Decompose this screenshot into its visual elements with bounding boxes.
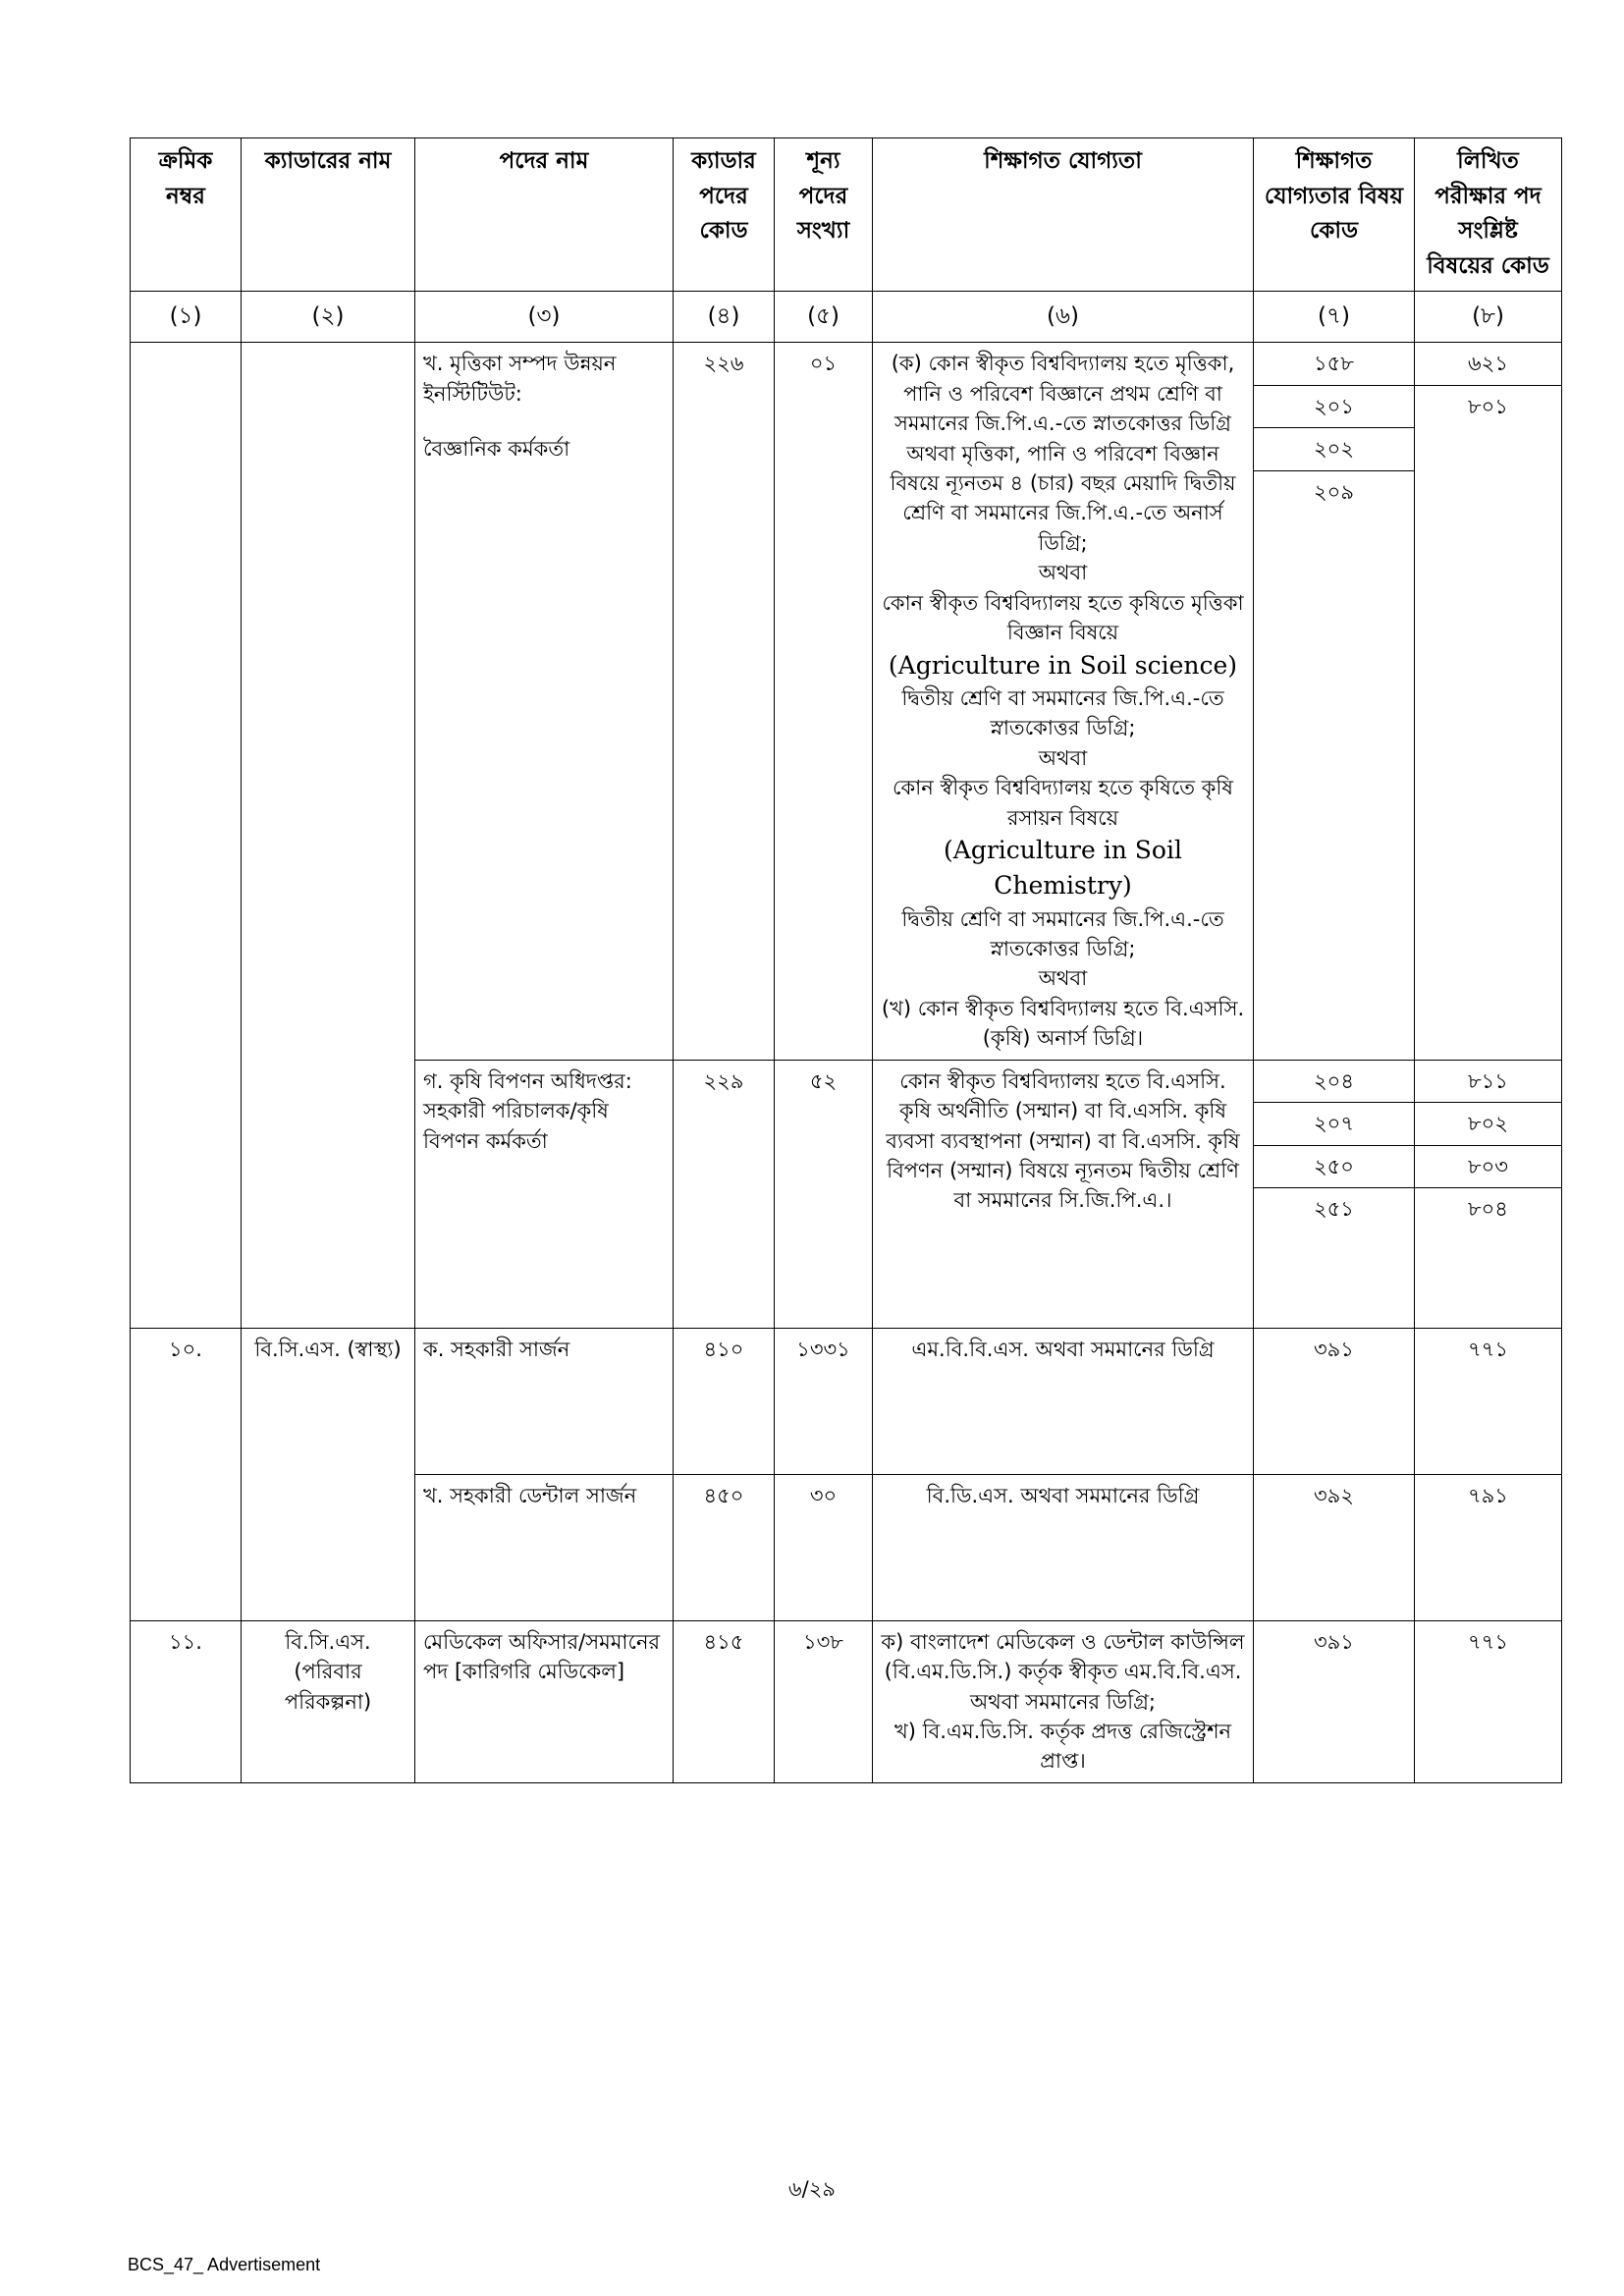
exam-code: ৮০১ <box>1468 394 1508 418</box>
subject-code-cell: ৩৯১ <box>1254 1328 1415 1474</box>
exam-code-cell <box>1415 343 1562 1061</box>
exam-code-cell: ৭৭১ <box>1415 1620 1562 1782</box>
document-footer: BCS_47_ Advertisement <box>128 2255 321 2274</box>
post-title: সহকারী পরিচালক/কৃষি বিপণন কর্মকর্তা <box>423 1099 609 1153</box>
exam-code: ৮০৪ <box>1468 1197 1508 1222</box>
post-organization: গ. কৃষি বিপণন অধিদপ্তর: <box>423 1068 632 1093</box>
qualification-text: কোন স্বীকৃত বিশ্ববিদ্যালয় হতে কৃষিতে মৃত্তিকা বিজ্ঞান বিষয়ে <box>882 590 1244 645</box>
column-number: (৭) <box>1254 291 1415 343</box>
subject-code-cell <box>1254 343 1415 1061</box>
header-exam-code: লিখিত পরীক্ষার পদ সংশ্লিষ্ট বিষয়ের কোড <box>1415 138 1562 292</box>
qualification-text: খ) বি.এম.ডি.সি. কর্তৃক প্রদত্ত রেজিস্ট্রেশন প্রাপ্ত। <box>893 1720 1232 1774</box>
subject-code: ২০১ <box>1254 386 1414 428</box>
header-row <box>131 138 1562 292</box>
header-serial: ক্রমিক নম্বর <box>131 138 242 292</box>
table-row <box>131 343 1562 1061</box>
or-text: অথবা <box>1038 561 1088 585</box>
exam-code-cell: ৭৭১ <box>1415 1328 1562 1474</box>
column-number: (৩) <box>415 291 674 343</box>
vacancy-cell: ৩০ <box>775 1474 873 1620</box>
cadre-code-cell: ২২৬ <box>674 343 775 1061</box>
column-number: (৪) <box>674 291 775 343</box>
subject-code-cell: ৩৯২ <box>1254 1474 1415 1620</box>
qualification-cell <box>873 343 1254 1061</box>
header-post-name: পদের নাম <box>415 138 674 292</box>
exam-code: ৮০৩ <box>1415 1146 1561 1188</box>
subject-code-cell: ৩৯১ <box>1254 1620 1415 1782</box>
serial-cell: ১১. <box>131 1620 242 1782</box>
exam-code-cell: ৭৯১ <box>1415 1474 1562 1620</box>
column-number-row <box>131 291 1562 343</box>
post-name-cell <box>415 1060 674 1328</box>
cadre-code-cell: ২২৯ <box>674 1060 775 1328</box>
qualification-cell: কোন স্বীকৃত বিশ্ববিদ্যালয় হতে বি.এসসি. কৃষি অর্থনীতি (সম্মান) বা বি.এসসি. কৃষি ব্যবসা ব্যবস্থাপনা (সম্মান) বা বি.এসসি. কৃষি বিপণন (সম্মান) বিষয়ে ন্যূনতম দ্বিতীয় শ্রেণি বা সমমানের সি.জি.পি.এ.। <box>873 1060 1254 1328</box>
column-number: (১) <box>131 291 242 343</box>
cadre-code-cell: ৪৫০ <box>674 1474 775 1620</box>
exam-code-cell <box>1415 1060 1562 1328</box>
qualification-cell: বি.ডি.এস. অথবা সমমানের ডিগ্রি <box>873 1474 1254 1620</box>
vacancy-cell: ১৩৩১ <box>775 1328 873 1474</box>
qualification-text: দ্বিতীয় শ্রেণি বা সমমানের জি.পি.এ.-তে স্নাতকোত্তর ডিগ্রি; <box>901 685 1224 740</box>
table-row <box>131 1328 1562 1474</box>
vacancy-cell: ১৩৮ <box>775 1620 873 1782</box>
page-number: ৬/২৯ <box>787 2177 836 2201</box>
post-organization: খ. মৃত্তিকা সম্পদ উন্নয়ন ইনস্টিটিউট: <box>423 352 617 406</box>
qualification-text: ক) বাংলাদেশ মেডিকেল ও ডেন্টাল কাউন্সিল (বি.এম.ডি.সি.) কর্তৃক স্বীকৃত এম.বি.বি.এস. অথবা সমমানের ডিগ্রি; <box>881 1629 1245 1714</box>
header-subject-code: শিক্ষাগত যোগ্যতার বিষয় কোড <box>1254 138 1415 292</box>
table-row <box>131 1620 1562 1782</box>
post-name-cell: ক. সহকারী সার্জন <box>415 1328 674 1474</box>
or-text: অথবা <box>1038 745 1088 770</box>
column-number: (৫) <box>775 291 873 343</box>
subject-code: ১৫৮ <box>1254 343 1414 385</box>
qualification-cell: এম.বি.বি.এস. অথবা সমমানের ডিগ্রি <box>873 1328 1254 1474</box>
cadre-posts-table <box>130 137 1562 1783</box>
qualification-english-text: (Agriculture in Soil Chemistry) <box>944 836 1182 901</box>
qualification-text: দ্বিতীয় শ্রেণি বা সমমানের জি.পি.এ.-তে স্নাতকোত্তর ডিগ্রি; <box>901 906 1224 960</box>
serial-cell-empty <box>131 343 242 1329</box>
cadre-name-cell: বি.সি.এস. (পরিবার পরিকল্পনা) <box>242 1620 415 1782</box>
qualification-text: কোন স্বীকৃত বিশ্ববিদ্যালয় হতে কৃষিতে কৃষি রসায়ন বিষয়ে <box>892 776 1234 830</box>
post-name-cell <box>415 343 674 1061</box>
serial-cell: ১০. <box>131 1328 242 1620</box>
exam-code: ৬২১ <box>1415 343 1561 385</box>
post-name-cell: খ. সহকারী ডেন্টাল সার্জন <box>415 1474 674 1620</box>
exam-code: ৮০২ <box>1415 1103 1561 1145</box>
cadre-cell-empty <box>242 343 415 1329</box>
qualification-english-text: (Agriculture in Soil science) <box>888 650 1238 680</box>
qualification-cell <box>873 1620 1254 1782</box>
subject-code: ২০২ <box>1254 428 1414 470</box>
cadre-code-cell: ৪১০ <box>674 1328 775 1474</box>
subject-code-cell <box>1254 1060 1415 1328</box>
exam-code: ৮১১ <box>1415 1061 1561 1103</box>
column-number: (৬) <box>873 291 1254 343</box>
subject-code: ২০৭ <box>1254 1103 1414 1145</box>
subject-code: ২৫০ <box>1254 1146 1414 1188</box>
post-name-cell: মেডিকেল অফিসার/সমমানের পদ [কারিগরি মেডিকেল] <box>415 1620 674 1782</box>
subject-code: ২৫১ <box>1314 1197 1354 1222</box>
column-number: (৮) <box>1415 291 1562 343</box>
header-cadre-code: ক্যাডার পদের কোড <box>674 138 775 292</box>
header-qualification: শিক্ষাগত যোগ্যতা <box>873 138 1254 292</box>
subject-code: ২০৯ <box>1314 479 1354 504</box>
cadre-code-cell: ৪১৫ <box>674 1620 775 1782</box>
qualification-text: (ক) কোন স্বীকৃত বিশ্ববিদ্যালয় হতে মৃত্তিকা, পানি ও পরিবেশ বিজ্ঞানে প্রথম শ্রেণি বা সমমানের জি.পি.এ.-তে স্নাতকোত্তর ডিগ্রি অথবা মৃত্তিকা, পানি ও পরিবেশ বিজ্ঞান বিষয়ে ন্যূনতম ৪ (চার) বছর মেয়াদি দ্বিতীয় শ্রেণি বা সমমানের জি.পি.এ.-তে অনার্স ডিগ্রি; <box>890 352 1236 555</box>
cadre-name-cell: বি.সি.এস. (স্বাস্থ্য) <box>242 1328 415 1620</box>
vacancy-cell: ০১ <box>775 343 873 1061</box>
header-cadre-name: ক্যাডারের নাম <box>242 138 415 292</box>
post-title: বৈজ্ঞানিক কর্মকর্তা <box>423 437 570 462</box>
or-text: অথবা <box>1038 966 1088 991</box>
subject-code: ২০৪ <box>1254 1061 1414 1103</box>
qualification-text: (খ) কোন স্বীকৃত বিশ্ববিদ্যালয় হতে বি.এসসি. (কৃষি) অনার্স ডিগ্রি। <box>881 996 1245 1051</box>
vacancy-cell: ৫২ <box>775 1060 873 1328</box>
column-number: (২) <box>242 291 415 343</box>
header-vacancy: শূন্য পদের সংখ্যা <box>775 138 873 292</box>
